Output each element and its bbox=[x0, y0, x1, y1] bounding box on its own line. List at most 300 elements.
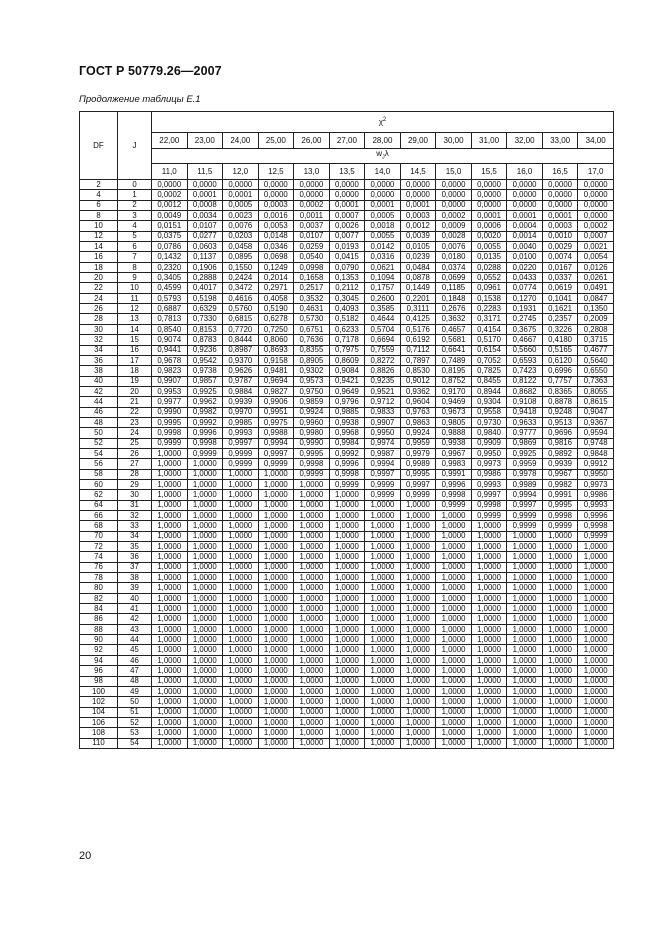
chi-superscript: 2 bbox=[382, 117, 387, 124]
probability-cell: 0,9999 bbox=[400, 490, 436, 500]
probability-cell: 0,0009 bbox=[436, 221, 472, 231]
lambda-value-header: 16,5 bbox=[542, 164, 578, 180]
probability-cell: 0,0076 bbox=[436, 242, 472, 252]
table-row bbox=[80, 386, 614, 396]
table-row bbox=[80, 211, 614, 221]
probability-cell: 1,0000 bbox=[507, 697, 543, 707]
probability-cell: 1,0000 bbox=[294, 562, 330, 572]
j-cell: 43 bbox=[118, 624, 152, 634]
probability-cell: 1,0000 bbox=[542, 707, 578, 717]
probability-cell: 1,0000 bbox=[436, 686, 472, 696]
probability-cell: 1,0000 bbox=[365, 676, 401, 686]
probability-cell: 1,0000 bbox=[436, 573, 472, 583]
probability-cell: 0,9730 bbox=[471, 417, 507, 427]
probability-cell: 1,0000 bbox=[507, 635, 543, 645]
probability-cell: 0,4644 bbox=[365, 314, 401, 324]
probability-cell: 1,0000 bbox=[223, 521, 259, 531]
probability-cell: 1,0000 bbox=[223, 573, 259, 583]
df-cell: 78 bbox=[80, 573, 118, 583]
probability-cell: 0,4631 bbox=[294, 304, 330, 314]
probability-cell: 0,9973 bbox=[471, 459, 507, 469]
table-row bbox=[80, 604, 614, 614]
probability-cell: 0,9906 bbox=[258, 397, 294, 407]
lambda-value-header: 16,0 bbox=[507, 164, 543, 180]
probability-cell: 1,0000 bbox=[187, 676, 223, 686]
probability-cell: 1,0000 bbox=[329, 521, 365, 531]
table-row bbox=[80, 366, 614, 376]
probability-cell: 0,6154 bbox=[471, 345, 507, 355]
probability-cell: 0,6329 bbox=[187, 304, 223, 314]
probability-cell: 0,8122 bbox=[507, 376, 543, 386]
probability-cell: 1,0000 bbox=[187, 500, 223, 510]
probability-cell: 1,0000 bbox=[187, 511, 223, 521]
probability-cell: 0,3715 bbox=[578, 335, 614, 345]
probability-cell: 0,9513 bbox=[542, 417, 578, 427]
probability-cell: 1,0000 bbox=[507, 728, 543, 738]
probability-cell: 0,9989 bbox=[507, 479, 543, 489]
probability-cell: 1,0000 bbox=[187, 717, 223, 727]
probability-cell: 1,0000 bbox=[223, 500, 259, 510]
probability-cell: 1,0000 bbox=[223, 686, 259, 696]
probability-cell: 0,2201 bbox=[400, 293, 436, 303]
probability-cell: 0,3585 bbox=[365, 304, 401, 314]
probability-cell: 1,0000 bbox=[542, 666, 578, 676]
j-cell: 21 bbox=[118, 397, 152, 407]
probability-cell: 1,0000 bbox=[365, 614, 401, 624]
probability-cell: 1,0000 bbox=[471, 697, 507, 707]
j-cell: 19 bbox=[118, 376, 152, 386]
probability-cell: 1,0000 bbox=[365, 531, 401, 541]
probability-cell: 1,0000 bbox=[187, 738, 223, 748]
probability-cell: 1,0000 bbox=[152, 728, 188, 738]
probability-cell: 0,0003 bbox=[542, 221, 578, 231]
probability-cell: 1,0000 bbox=[258, 583, 294, 593]
probability-cell: 1,0000 bbox=[578, 624, 614, 634]
probability-cell: 0,9985 bbox=[223, 417, 259, 427]
probability-cell: 1,0000 bbox=[187, 624, 223, 634]
j-cell: 32 bbox=[118, 511, 152, 521]
probability-cell: 0,0000 bbox=[578, 180, 614, 190]
probability-cell: 0,7112 bbox=[400, 345, 436, 355]
probability-cell: 0,0029 bbox=[542, 242, 578, 252]
df-cell: 76 bbox=[80, 562, 118, 572]
probability-cell: 0,1906 bbox=[187, 262, 223, 272]
probability-cell: 0,0491 bbox=[578, 283, 614, 293]
probability-cell: 0,0540 bbox=[294, 252, 330, 262]
probability-cell: 1,0000 bbox=[258, 573, 294, 583]
probability-cell: 0,9827 bbox=[258, 386, 294, 396]
probability-cell: 1,0000 bbox=[152, 666, 188, 676]
probability-cell: 0,8153 bbox=[187, 324, 223, 334]
chi-value-header: 32,00 bbox=[507, 133, 543, 149]
probability-cell: 1,0000 bbox=[294, 500, 330, 510]
probability-cell: 1,0000 bbox=[507, 717, 543, 727]
df-cell: 40 bbox=[80, 376, 118, 386]
probability-cell: 0,2971 bbox=[258, 283, 294, 293]
probability-cell: 0,9998 bbox=[578, 521, 614, 531]
probability-cell: 0,0011 bbox=[294, 211, 330, 221]
df-cell: 70 bbox=[80, 531, 118, 541]
probability-cell: 1,0000 bbox=[542, 655, 578, 665]
probability-cell: 1,0000 bbox=[329, 573, 365, 583]
lambda-value-header: 12,5 bbox=[258, 164, 294, 180]
probability-cell: 0,5170 bbox=[471, 335, 507, 345]
j-cell: 16 bbox=[118, 345, 152, 355]
df-cell: 96 bbox=[80, 666, 118, 676]
probability-cell: 0,2357 bbox=[542, 314, 578, 324]
table-row bbox=[80, 293, 614, 303]
probability-cell: 1,0000 bbox=[400, 562, 436, 572]
probability-cell: 1,0000 bbox=[507, 655, 543, 665]
df-cell: 102 bbox=[80, 697, 118, 707]
probability-cell: 0,7559 bbox=[365, 345, 401, 355]
probability-cell: 1,0000 bbox=[578, 738, 614, 748]
probability-cell: 1,0000 bbox=[365, 717, 401, 727]
probability-cell: 1,0000 bbox=[400, 521, 436, 531]
j-cell: 5 bbox=[118, 231, 152, 241]
probability-cell: 0,6278 bbox=[258, 314, 294, 324]
probability-cell: 1,0000 bbox=[223, 531, 259, 541]
probability-cell: 0,0375 bbox=[152, 231, 188, 241]
probability-cell: 0,9989 bbox=[400, 459, 436, 469]
probability-cell: 0,7975 bbox=[329, 345, 365, 355]
probability-cell: 0,9950 bbox=[578, 469, 614, 479]
probability-cell: 0,2676 bbox=[436, 304, 472, 314]
probability-cell: 0,9925 bbox=[507, 448, 543, 458]
probability-cell: 1,0000 bbox=[223, 614, 259, 624]
probability-cell: 0,0026 bbox=[329, 221, 365, 231]
probability-cell: 1,0000 bbox=[187, 728, 223, 738]
probability-cell: 0,0000 bbox=[578, 190, 614, 200]
probability-cell: 0,4093 bbox=[329, 304, 365, 314]
probability-cell: 1,0000 bbox=[542, 562, 578, 572]
j-cell: 10 bbox=[118, 283, 152, 293]
probability-cell: 0,9999 bbox=[223, 448, 259, 458]
probability-cell: 1,0000 bbox=[365, 573, 401, 583]
j-cell: 13 bbox=[118, 314, 152, 324]
probability-cell: 0,0000 bbox=[542, 180, 578, 190]
j-cell: 14 bbox=[118, 324, 152, 334]
probability-cell: 1,0000 bbox=[258, 707, 294, 717]
table-row bbox=[80, 324, 614, 334]
probability-cell: 0,9998 bbox=[542, 511, 578, 521]
j-cell: 34 bbox=[118, 531, 152, 541]
table-row bbox=[80, 593, 614, 603]
probability-cell: 1,0000 bbox=[400, 614, 436, 624]
probability-cell: 0,0167 bbox=[542, 262, 578, 272]
probability-cell: 1,0000 bbox=[294, 686, 330, 696]
probability-cell: 1,0000 bbox=[294, 728, 330, 738]
probability-cell: 0,0000 bbox=[578, 200, 614, 210]
table-row bbox=[80, 438, 614, 448]
probability-cell: 0,9885 bbox=[329, 407, 365, 417]
probability-cell: 1,0000 bbox=[365, 738, 401, 748]
table-row bbox=[80, 273, 614, 283]
probability-cell: 1,0000 bbox=[471, 531, 507, 541]
probability-cell: 1,0000 bbox=[542, 645, 578, 655]
probability-cell: 1,0000 bbox=[436, 728, 472, 738]
lambda-value-header: 17,0 bbox=[578, 164, 614, 180]
probability-cell: 0,0621 bbox=[365, 262, 401, 272]
table-row bbox=[80, 355, 614, 365]
probability-cell: 0,0002 bbox=[294, 200, 330, 210]
probability-cell: 0,9236 bbox=[187, 345, 223, 355]
probability-cell: 0,0239 bbox=[400, 252, 436, 262]
probability-cell: 0,8682 bbox=[507, 386, 543, 396]
probability-cell: 0,8987 bbox=[223, 345, 259, 355]
table-row bbox=[80, 417, 614, 427]
probability-cell: 0,9988 bbox=[258, 428, 294, 438]
probability-cell: 1,0000 bbox=[542, 614, 578, 624]
probability-cell: 1,0000 bbox=[578, 697, 614, 707]
probability-cell: 0,9987 bbox=[365, 448, 401, 458]
lambda-value-header: 12,0 bbox=[223, 164, 259, 180]
table-row bbox=[80, 511, 614, 521]
probability-cell: 1,0000 bbox=[223, 511, 259, 521]
probability-cell: 0,9863 bbox=[400, 417, 436, 427]
probability-cell: 0,7363 bbox=[578, 376, 614, 386]
probability-cell: 1,0000 bbox=[507, 604, 543, 614]
probability-cell: 1,0000 bbox=[329, 676, 365, 686]
lambda-value-header: 15,0 bbox=[436, 164, 472, 180]
table-row bbox=[80, 314, 614, 324]
j-cell: 47 bbox=[118, 666, 152, 676]
probability-cell: 1,0000 bbox=[471, 645, 507, 655]
table-row bbox=[80, 428, 614, 438]
probability-cell: 1,0000 bbox=[152, 511, 188, 521]
probability-cell: 0,9999 bbox=[223, 459, 259, 469]
probability-cell: 1,0000 bbox=[187, 614, 223, 624]
probability-cell: 0,9787 bbox=[223, 376, 259, 386]
probability-cell: 0,9974 bbox=[365, 438, 401, 448]
probability-cell: 0,9823 bbox=[152, 366, 188, 376]
probability-cell: 0,6641 bbox=[436, 345, 472, 355]
df-column-header: DF bbox=[80, 112, 118, 180]
probability-cell: 1,0000 bbox=[471, 728, 507, 738]
probability-cell: 0,0895 bbox=[223, 252, 259, 262]
probability-cell: 0,1432 bbox=[152, 252, 188, 262]
probability-cell: 1,0000 bbox=[400, 593, 436, 603]
probability-cell: 0,0002 bbox=[152, 190, 188, 200]
probability-cell: 1,0000 bbox=[400, 511, 436, 521]
probability-cell: 1,0000 bbox=[187, 552, 223, 562]
probability-cell: 1,0000 bbox=[471, 666, 507, 676]
table-row bbox=[80, 635, 614, 645]
probability-cell: 0,9984 bbox=[329, 438, 365, 448]
probability-cell: 1,0000 bbox=[471, 686, 507, 696]
probability-cell: 0,0000 bbox=[436, 190, 472, 200]
probability-cell: 1,0000 bbox=[187, 686, 223, 696]
probability-cell: 1,0000 bbox=[187, 573, 223, 583]
probability-cell: 0,0005 bbox=[365, 211, 401, 221]
j-cell: 6 bbox=[118, 242, 152, 252]
probability-cell: 0,9982 bbox=[187, 407, 223, 417]
table-row bbox=[80, 583, 614, 593]
probability-cell: 0,9986 bbox=[578, 490, 614, 500]
probability-cell: 0,9994 bbox=[258, 438, 294, 448]
chi-value-header: 34,00 bbox=[578, 133, 614, 149]
probability-cell: 0,9840 bbox=[471, 428, 507, 438]
probability-cell: 0,9982 bbox=[542, 479, 578, 489]
table-row bbox=[80, 479, 614, 489]
probability-cell: 0,9833 bbox=[365, 407, 401, 417]
probability-cell: 0,9370 bbox=[223, 355, 259, 365]
probability-cell: 1,0000 bbox=[294, 542, 330, 552]
probability-cell: 1,0000 bbox=[471, 542, 507, 552]
df-cell: 16 bbox=[80, 252, 118, 262]
probability-cell: 1,0000 bbox=[258, 686, 294, 696]
probability-cell: 0,0037 bbox=[294, 221, 330, 231]
probability-cell: 1,0000 bbox=[471, 624, 507, 634]
probability-cell: 0,0484 bbox=[400, 262, 436, 272]
table-row bbox=[80, 728, 614, 738]
probability-cell: 0,3632 bbox=[436, 314, 472, 324]
df-cell: 34 bbox=[80, 345, 118, 355]
probability-cell: 0,0049 bbox=[152, 211, 188, 221]
df-cell: 88 bbox=[80, 624, 118, 634]
probability-cell: 0,9998 bbox=[187, 438, 223, 448]
probability-cell: 1,0000 bbox=[294, 521, 330, 531]
table-row bbox=[80, 335, 614, 345]
j-cell: 50 bbox=[118, 697, 152, 707]
probability-cell: 1,0000 bbox=[258, 728, 294, 738]
chi-value-header: 31,00 bbox=[471, 133, 507, 149]
probability-cell: 0,0100 bbox=[507, 252, 543, 262]
df-cell: 46 bbox=[80, 407, 118, 417]
df-cell: 60 bbox=[80, 479, 118, 489]
j-cell: 18 bbox=[118, 366, 152, 376]
probability-cell: 1,0000 bbox=[400, 531, 436, 541]
table-row bbox=[80, 655, 614, 665]
probability-cell: 1,0000 bbox=[471, 562, 507, 572]
probability-cell: 1,0000 bbox=[436, 645, 472, 655]
probability-cell: 0,9924 bbox=[400, 428, 436, 438]
probability-cell: 1,0000 bbox=[187, 666, 223, 676]
df-cell: 84 bbox=[80, 604, 118, 614]
probability-cell: 0,9047 bbox=[578, 407, 614, 417]
table-row bbox=[80, 376, 614, 386]
probability-cell: 0,0023 bbox=[223, 211, 259, 221]
probability-cell: 1,0000 bbox=[436, 521, 472, 531]
df-cell: 14 bbox=[80, 242, 118, 252]
j-cell: 35 bbox=[118, 542, 152, 552]
probability-cell: 1,0000 bbox=[152, 479, 188, 489]
probability-cell: 0,9367 bbox=[578, 417, 614, 427]
j-cell: 46 bbox=[118, 655, 152, 665]
probability-cell: 0,5730 bbox=[294, 314, 330, 324]
probability-cell: 0,9977 bbox=[152, 397, 188, 407]
probability-cell: 1,0000 bbox=[152, 531, 188, 541]
table-row bbox=[80, 345, 614, 355]
probability-cell: 1,0000 bbox=[258, 655, 294, 665]
probability-cell: 0,8055 bbox=[578, 386, 614, 396]
probability-cell: 1,0000 bbox=[294, 666, 330, 676]
probability-cell: 1,0000 bbox=[258, 479, 294, 489]
probability-cell: 1,0000 bbox=[365, 562, 401, 572]
probability-cell: 0,2283 bbox=[471, 304, 507, 314]
probability-cell: 1,0000 bbox=[507, 624, 543, 634]
df-cell: 2 bbox=[80, 180, 118, 190]
probability-cell: 0,0000 bbox=[471, 180, 507, 190]
probability-cell: 1,0000 bbox=[152, 604, 188, 614]
probability-cell: 0,0107 bbox=[187, 221, 223, 231]
probability-cell: 1,0000 bbox=[152, 686, 188, 696]
probability-cell: 0,2320 bbox=[152, 262, 188, 272]
probability-cell: 1,0000 bbox=[258, 521, 294, 531]
probability-cell: 1,0000 bbox=[471, 655, 507, 665]
w-symbol: w bbox=[376, 149, 383, 159]
df-cell: 12 bbox=[80, 231, 118, 241]
probability-cell: 0,2888 bbox=[187, 273, 223, 283]
probability-cell: 0,5760 bbox=[223, 304, 259, 314]
probability-cell: 1,0000 bbox=[542, 635, 578, 645]
probability-cell: 1,0000 bbox=[365, 645, 401, 655]
probability-cell: 0,0021 bbox=[578, 242, 614, 252]
lambda-value-header: 13,0 bbox=[294, 164, 330, 180]
table-row bbox=[80, 469, 614, 479]
probability-cell: 1,0000 bbox=[542, 686, 578, 696]
probability-cell: 0,4180 bbox=[542, 335, 578, 345]
probability-cell: 0,1353 bbox=[329, 273, 365, 283]
j-cell: 11 bbox=[118, 293, 152, 303]
lambda-symbol: λ bbox=[384, 149, 389, 159]
probability-cell: 0,1757 bbox=[365, 283, 401, 293]
df-cell: 36 bbox=[80, 355, 118, 365]
probability-cell: 1,0000 bbox=[507, 614, 543, 624]
probability-cell: 0,9997 bbox=[223, 438, 259, 448]
probability-cell: 0,6996 bbox=[542, 366, 578, 376]
probability-cell: 1,0000 bbox=[187, 469, 223, 479]
j-cell: 2 bbox=[118, 200, 152, 210]
probability-cell: 0,0148 bbox=[258, 231, 294, 241]
probability-cell: 1,0000 bbox=[578, 562, 614, 572]
probability-cell: 0,9973 bbox=[578, 479, 614, 489]
probability-cell: 0,7897 bbox=[400, 355, 436, 365]
df-cell: 80 bbox=[80, 583, 118, 593]
probability-cell: 0,9951 bbox=[258, 407, 294, 417]
df-cell: 48 bbox=[80, 417, 118, 427]
probability-cell: 1,0000 bbox=[294, 552, 330, 562]
j-cell: 29 bbox=[118, 479, 152, 489]
probability-cell: 0,8826 bbox=[365, 366, 401, 376]
probability-cell: 1,0000 bbox=[329, 542, 365, 552]
probability-cell: 1,0000 bbox=[223, 707, 259, 717]
probability-cell: 1,0000 bbox=[152, 490, 188, 500]
table-row bbox=[80, 304, 614, 314]
probability-cell: 0,4677 bbox=[578, 345, 614, 355]
probability-cell: 1,0000 bbox=[578, 593, 614, 603]
probability-cell: 1,0000 bbox=[187, 479, 223, 489]
table-row bbox=[80, 252, 614, 262]
probability-cell: 0,0006 bbox=[471, 221, 507, 231]
table-row bbox=[80, 717, 614, 727]
probability-cell: 0,0107 bbox=[294, 231, 330, 241]
probability-cell: 1,0000 bbox=[258, 469, 294, 479]
probability-cell: 0,2112 bbox=[329, 283, 365, 293]
probability-cell: 1,0000 bbox=[329, 728, 365, 738]
probability-cell: 0,9170 bbox=[436, 386, 472, 396]
j-cell: 26 bbox=[118, 448, 152, 458]
probability-cell: 1,0000 bbox=[223, 542, 259, 552]
lambda-values-row bbox=[80, 164, 614, 180]
chi-square-probability-table bbox=[79, 111, 614, 749]
probability-cell: 0,0000 bbox=[365, 180, 401, 190]
probability-cell: 0,9998 bbox=[329, 469, 365, 479]
probability-cell: 0,9481 bbox=[258, 366, 294, 376]
weight-header bbox=[152, 149, 614, 164]
probability-cell: 1,0000 bbox=[578, 614, 614, 624]
probability-cell: 1,0000 bbox=[507, 738, 543, 748]
